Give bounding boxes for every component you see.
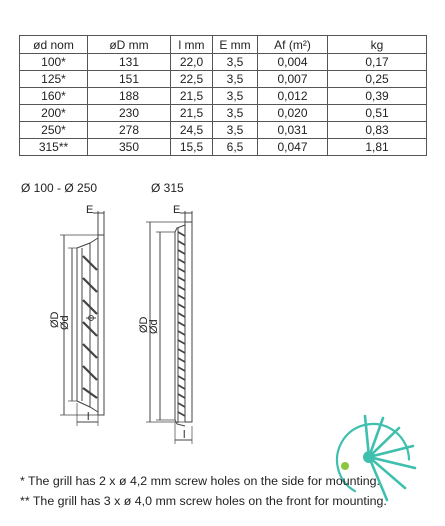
right-drawing-title: Ø 315 [151, 181, 184, 195]
table-header-row [20, 36, 427, 54]
header-Af: Af (m²) [258, 36, 328, 54]
cell-kg: 0,51 [328, 105, 427, 122]
cell-kg: 1,81 [328, 139, 427, 156]
grill-drawing-315 [140, 198, 220, 448]
cell-d-nom: 250* [20, 122, 88, 139]
cell-D-mm: 151 [88, 71, 171, 88]
cell-l-mm: 22,0 [171, 54, 213, 71]
left-drawing-title: Ø 100 - Ø 250 [21, 181, 98, 195]
grill-drawing-small [20, 198, 145, 433]
cell-Af: 0,007 [258, 71, 328, 88]
cell-Af: 0,020 [258, 105, 328, 122]
flange [185, 222, 192, 422]
table-row [20, 54, 427, 71]
label-E: E [86, 204, 94, 216]
cell-D-mm: 188 [88, 88, 171, 105]
cell-E-mm: 3,5 [213, 71, 258, 88]
cell-D-mm: 278 [88, 122, 171, 139]
cell-l-mm: 21,5 [171, 105, 213, 122]
cell-E-mm: 3,5 [213, 105, 258, 122]
cell-E-mm: 3,5 [213, 88, 258, 105]
cell-E-mm: 3,5 [213, 122, 258, 139]
header-E-mm: E mm [213, 36, 258, 54]
cell-D-mm: 230 [88, 105, 171, 122]
cell-d-nom: 315** [20, 139, 88, 156]
cell-d-nom: 100* [20, 54, 88, 71]
table-row [20, 139, 427, 156]
label-Od: Ød [148, 319, 160, 334]
cell-kg: 0,25 [328, 71, 427, 88]
cell-kg: 0,83 [328, 122, 427, 139]
cell-l-mm: 15,5 [171, 139, 213, 156]
label-OD: ØD [138, 316, 150, 333]
louvres [178, 232, 185, 416]
cell-l-mm: 22,5 [171, 71, 213, 88]
table-row [20, 88, 427, 105]
label-l: l [183, 429, 186, 441]
cell-Af: 0,004 [258, 54, 328, 71]
label-E: E [173, 204, 181, 216]
label-Od: Ød [59, 315, 71, 330]
cell-E-mm: 6,5 [213, 139, 258, 156]
cell-D-mm: 350 [88, 139, 171, 156]
cell-d-nom: 160* [20, 88, 88, 105]
header-l-mm: l mm [171, 36, 213, 54]
label-l: l [87, 411, 90, 423]
cell-E-mm: 3,5 [213, 54, 258, 71]
footnote-2: ** The grill has 3 x ø 4,0 mm screw holes on the front for mounting. [20, 494, 387, 508]
cell-d-nom: 200* [20, 105, 88, 122]
cell-Af: 0,047 [258, 139, 328, 156]
cell-l-mm: 21,5 [171, 88, 213, 105]
brand-logo-icon [325, 412, 420, 507]
cell-d-nom: 125* [20, 71, 88, 88]
header-d-nom: ød nom [20, 36, 88, 54]
cell-D-mm: 131 [88, 54, 171, 71]
cell-l-mm: 24,5 [171, 122, 213, 139]
header-kg: kg [328, 36, 427, 54]
header-D-mm: øD mm [88, 36, 171, 54]
cell-Af: 0,031 [258, 122, 328, 139]
cell-Af: 0,012 [258, 88, 328, 105]
table-row [20, 105, 427, 122]
cell-kg: 0,39 [328, 88, 427, 105]
table-row [20, 71, 427, 88]
table-row [20, 122, 427, 139]
footnote-1: * The grill has 2 x ø 4,2 mm screw holes on the side for mounting. [20, 474, 380, 488]
flange [98, 235, 104, 415]
cell-kg: 0,17 [328, 54, 427, 71]
label-OD: ØD [49, 311, 61, 328]
spec-table [19, 35, 427, 156]
